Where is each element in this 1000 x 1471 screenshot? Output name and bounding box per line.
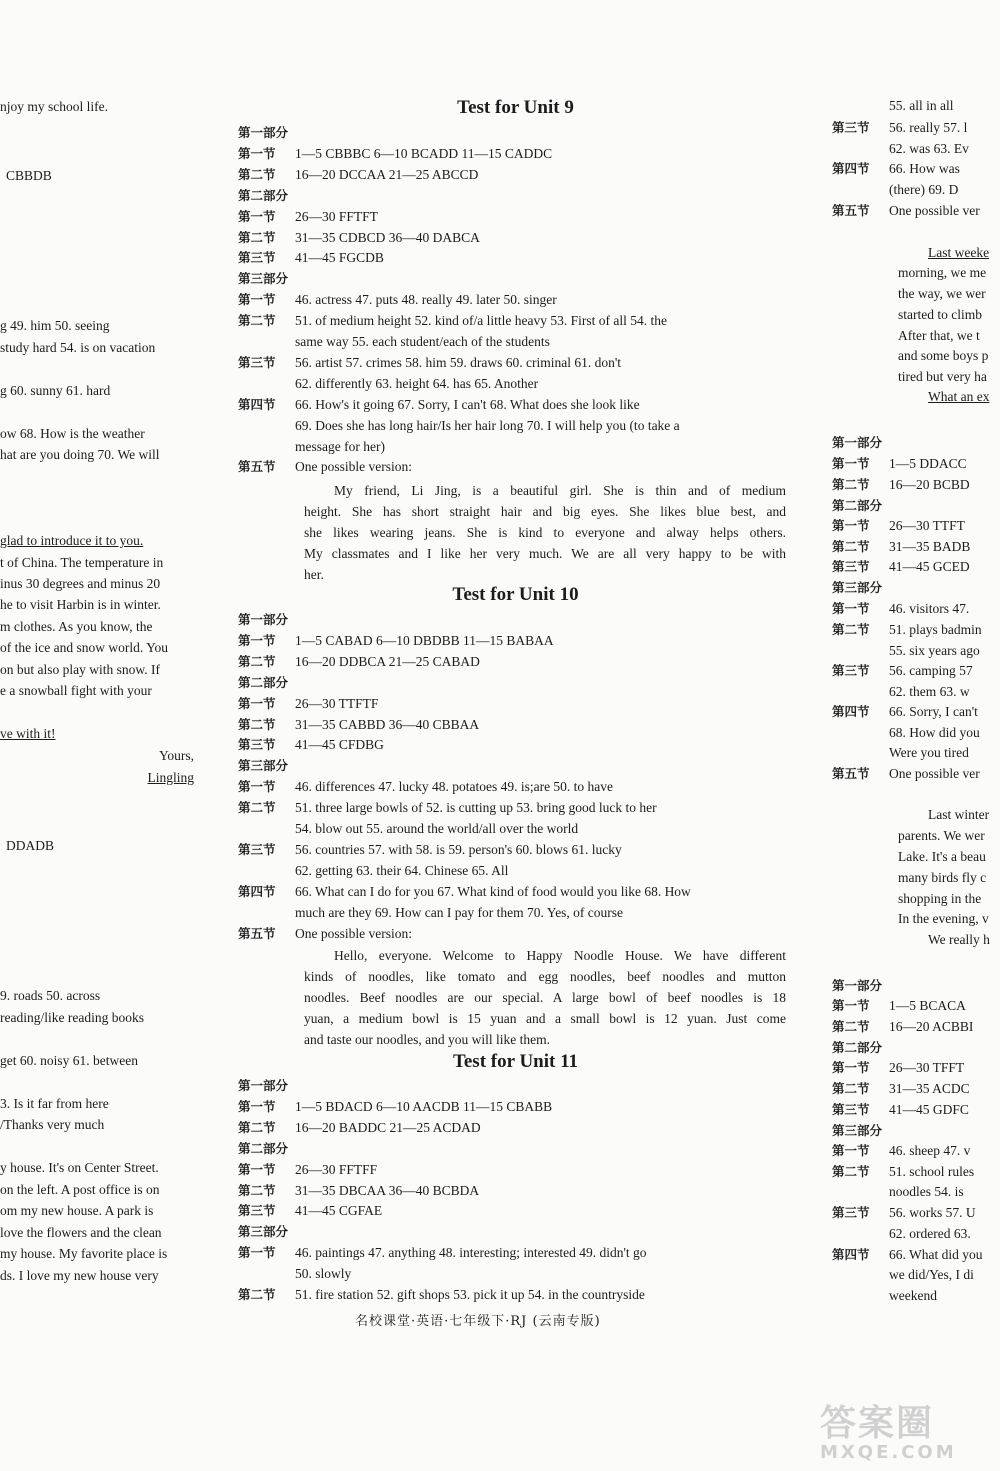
section-label: 第三节 bbox=[832, 1205, 870, 1220]
part-label: 第三部分 bbox=[238, 1224, 289, 1239]
answer-text: 31—35 BADB bbox=[889, 539, 971, 554]
essay-text: many birds fly c bbox=[898, 870, 987, 885]
section-label: 第四节 bbox=[238, 397, 276, 412]
answer-row bbox=[238, 611, 288, 629]
answer-row-continuation bbox=[898, 910, 989, 928]
answer-row-continuation bbox=[238, 1265, 351, 1283]
part-label: 第一部分 bbox=[832, 978, 883, 993]
answer-row bbox=[832, 765, 980, 783]
section-label: 第四节 bbox=[832, 1247, 870, 1262]
section-label: 第三节 bbox=[832, 559, 870, 574]
answer-row bbox=[832, 1246, 983, 1264]
left-line: of the ice and snow world. You bbox=[0, 640, 168, 655]
answer-text: 51. of medium height 52. kind of/a little heavy 53. First of all 54. the bbox=[295, 313, 667, 328]
left-line: study hard 54. is on vacation bbox=[0, 340, 156, 355]
answer-text: we did/Yes, I di bbox=[889, 1267, 974, 1282]
answer-row-continuation bbox=[898, 890, 981, 908]
answer-text: 51. school rules bbox=[889, 1164, 975, 1179]
answer-text: 16—20 BCBD bbox=[889, 477, 970, 492]
section-label: 第四节 bbox=[832, 161, 870, 176]
section-label: 第一节 bbox=[832, 998, 870, 1013]
section-label: 第一节 bbox=[832, 1060, 870, 1075]
left-line: hat are you doing 70. We will bbox=[0, 447, 160, 462]
section-label: 第一节 bbox=[238, 696, 276, 711]
answer-row bbox=[832, 1080, 970, 1098]
part-label: 第一部分 bbox=[238, 612, 289, 627]
left-line: get 60. noisy 61. between bbox=[0, 1053, 138, 1068]
part-label: 第二部分 bbox=[832, 498, 883, 513]
section-label: 第一节 bbox=[238, 1245, 276, 1260]
left-line: love the flowers and the clean bbox=[0, 1225, 162, 1240]
answer-row bbox=[238, 1286, 645, 1304]
answer-text: 31—35 CABBD 36—40 CBBAA bbox=[295, 717, 480, 732]
answer-text: 66. What did you bbox=[889, 1247, 983, 1262]
answer-text: same way 55. each student/each of the students bbox=[295, 334, 550, 349]
section-label: 第一节 bbox=[238, 146, 276, 161]
answer-row bbox=[832, 1163, 974, 1181]
unit10-title: Test for Unit 10 bbox=[452, 584, 579, 605]
part-label: 第二部分 bbox=[238, 1141, 289, 1156]
answer-row bbox=[832, 621, 982, 639]
answer-row-continuation bbox=[898, 285, 986, 303]
answer-row bbox=[238, 229, 480, 247]
essay-text: tired but very ha bbox=[898, 369, 987, 384]
watermark-top: 答案圈 bbox=[820, 1403, 935, 1444]
section-label: 第二节 bbox=[238, 717, 276, 732]
part-label: 第三部分 bbox=[832, 1123, 883, 1138]
answer-row bbox=[832, 1122, 882, 1140]
answer-text: 1—5 CABAD 6—10 DBDBB 11—15 BABAA bbox=[295, 633, 554, 648]
answer-row-continuation bbox=[928, 388, 989, 406]
left-line: t of China. The temperature in bbox=[0, 555, 164, 570]
answer-row bbox=[832, 1039, 882, 1057]
left-line: /Thanks very much bbox=[0, 1117, 105, 1132]
left-line: glad to introduce it to you. bbox=[0, 533, 144, 548]
part-label: 第一部分 bbox=[238, 125, 289, 140]
answer-text: 46. differences 47. lucky 48. potatoes 49. is;are 50. to have bbox=[295, 779, 614, 794]
answer-row-continuation bbox=[832, 642, 980, 660]
answer-row-continuation bbox=[832, 683, 970, 701]
answer-row bbox=[238, 1077, 288, 1095]
answer-row bbox=[238, 270, 288, 288]
part-label: 第一部分 bbox=[238, 1078, 289, 1093]
answer-text: 41—45 CGFAE bbox=[295, 1203, 383, 1218]
answer-text: 1—5 CBBBC 6—10 BCADD 11—15 CADDC bbox=[295, 146, 553, 161]
left-line: m clothes. As you know, the bbox=[0, 619, 153, 634]
essay-text: Lake. It's a beau bbox=[898, 849, 986, 864]
answer-text: 26—30 TFFT bbox=[889, 1060, 965, 1075]
answer-text: (there) 69. D bbox=[889, 182, 959, 197]
essay-text: parents. We wer bbox=[898, 828, 985, 843]
answer-text: 56. works 57. U bbox=[889, 1205, 976, 1220]
left-line: reading/like reading books bbox=[0, 1010, 144, 1025]
section-label: 第四节 bbox=[238, 884, 276, 899]
answer-row bbox=[238, 312, 667, 330]
answer-row-continuation bbox=[832, 181, 958, 199]
section-label: 第二节 bbox=[832, 1164, 870, 1179]
answer-text: 41—45 FGCDB bbox=[295, 250, 384, 265]
section-label: 第一节 bbox=[238, 292, 276, 307]
section-label: 第二节 bbox=[238, 230, 276, 245]
section-label: 第一节 bbox=[832, 1143, 870, 1158]
essay-line: My classmates and I like her very much. We are all very happy to be with bbox=[304, 546, 786, 561]
part-label: 第二部分 bbox=[238, 188, 289, 203]
answer-text: 51. three large bowls of 52. is cutting up 53. bring good luck to her bbox=[295, 800, 657, 815]
section-label: 第二节 bbox=[238, 1183, 276, 1198]
section-label: 第三节 bbox=[832, 663, 870, 678]
section-label: 第五节 bbox=[238, 459, 276, 474]
answer-row-continuation bbox=[898, 869, 986, 887]
answer-row bbox=[832, 662, 973, 680]
section-label: 第五节 bbox=[238, 926, 276, 941]
answer-row bbox=[238, 632, 554, 650]
essay-text: and some boys p bbox=[898, 348, 989, 363]
answer-row bbox=[832, 1101, 969, 1119]
essay-text: Last weeke bbox=[928, 245, 990, 260]
answer-text: 26—30 TTFTF bbox=[295, 696, 379, 711]
answer-text: 16—20 DCCAA 21—25 ABCCD bbox=[295, 167, 479, 182]
left-line: e a snowball fight with your bbox=[0, 683, 152, 698]
section-label: 第二节 bbox=[238, 313, 276, 328]
answer-text: 66. What can I do for you 67. What kind of food would you like 68. How bbox=[295, 884, 691, 899]
answer-row-continuation bbox=[238, 417, 680, 435]
section-label: 第四节 bbox=[832, 704, 870, 719]
left-line: my house. My favorite place is bbox=[0, 1246, 168, 1261]
answer-row bbox=[832, 1059, 964, 1077]
section-label: 第一节 bbox=[238, 779, 276, 794]
answer-text: 41—45 CFDBG bbox=[295, 737, 384, 752]
answer-text: noodles 54. is bbox=[889, 1184, 964, 1199]
left-line: DDADB bbox=[6, 838, 55, 853]
unit11-title: Test for Unit 11 bbox=[452, 1051, 579, 1072]
section-label: 第二节 bbox=[832, 1019, 870, 1034]
essay-line: and taste our noodles, and you will like them. bbox=[304, 1032, 550, 1047]
left-line: CBBDB bbox=[6, 168, 52, 183]
answer-row bbox=[238, 458, 412, 476]
answer-text: 56. countries 57. with 58. is 59. person's 60. blows 61. lucky bbox=[295, 842, 622, 857]
answer-text: One possible ver bbox=[889, 766, 980, 781]
section-label: 第三节 bbox=[238, 355, 276, 370]
answer-text: 62. differently 63. height 64. has 65. Another bbox=[295, 376, 539, 391]
answer-row-continuation bbox=[238, 333, 550, 351]
answer-text: One possible ver bbox=[889, 203, 980, 218]
answer-row bbox=[832, 600, 969, 618]
answer-row-continuation bbox=[898, 827, 985, 845]
essay-line: Hello, everyone. Welcome to Happy Noodle House. We have different bbox=[334, 948, 786, 963]
left-line: njoy my school life. bbox=[0, 99, 108, 114]
part-label: 第三部分 bbox=[238, 758, 289, 773]
answer-text: 62. was 63. Ev bbox=[889, 141, 969, 156]
answer-row-continuation bbox=[898, 327, 980, 345]
section-label: 第三节 bbox=[832, 1102, 870, 1117]
answer-text: 46. visitors 47. bbox=[889, 601, 970, 616]
answer-row bbox=[238, 1098, 552, 1116]
essay-text: morning, we me bbox=[898, 265, 987, 280]
left-line: 3. Is it far from here bbox=[0, 1096, 109, 1111]
section-label: 第二节 bbox=[238, 800, 276, 815]
answer-row bbox=[238, 396, 640, 414]
answer-text: 55. all in all bbox=[889, 98, 954, 113]
left-line: Yours, bbox=[158, 748, 194, 763]
essay-text: shopping in the bbox=[898, 891, 982, 906]
answer-row-continuation bbox=[898, 347, 988, 365]
answer-row bbox=[238, 291, 557, 309]
answer-row bbox=[238, 757, 288, 775]
answer-text: 16—20 ACBBI bbox=[889, 1019, 974, 1034]
answer-text: 26—30 TTFT bbox=[889, 518, 965, 533]
answer-row bbox=[238, 799, 657, 817]
answer-text: 69. Does she has long hair/Is her hair long 70. I will help you (to take a bbox=[295, 418, 680, 433]
left-line: ve with it! bbox=[0, 726, 56, 741]
watermark-logo bbox=[820, 1395, 995, 1465]
answer-row-continuation bbox=[238, 862, 508, 880]
answer-row bbox=[832, 579, 882, 597]
answer-text: 66. How's it going 67. Sorry, I can't 68. What does she look like bbox=[295, 397, 640, 412]
answer-row-continuation bbox=[832, 1287, 937, 1305]
answer-row-continuation bbox=[238, 904, 623, 922]
answer-text: 51. fire station 52. gift shops 53. pick it up 54. in the countryside bbox=[295, 1287, 645, 1302]
section-label: 第一节 bbox=[238, 1162, 276, 1177]
left-line: ds. I love my new house very bbox=[0, 1268, 159, 1283]
answer-text: 16—20 DDBCA 21—25 CABAD bbox=[295, 654, 480, 669]
answer-text: 31—35 CDBCD 36—40 DABCA bbox=[295, 230, 480, 245]
essay-line: kinds of noodles, like tomato and egg noodles, beef noodles and mutton bbox=[304, 969, 786, 984]
answer-row-continuation bbox=[238, 820, 578, 838]
answer-row-continuation bbox=[238, 438, 385, 456]
answer-text: 46. paintings 47. anything 48. interesting; interested 49. didn't go bbox=[295, 1245, 647, 1260]
answer-row bbox=[238, 841, 622, 859]
essay-text: Last winter bbox=[928, 807, 990, 822]
answer-text: 55. six years ago bbox=[889, 643, 980, 658]
answer-row bbox=[832, 1142, 970, 1160]
part-label: 第二部分 bbox=[238, 675, 289, 690]
answer-row-continuation bbox=[832, 1183, 964, 1201]
section-label: 第二节 bbox=[832, 622, 870, 637]
section-label: 第二节 bbox=[832, 1081, 870, 1096]
answer-row bbox=[832, 160, 960, 178]
answer-row bbox=[238, 1244, 647, 1262]
answer-row-continuation bbox=[832, 1225, 971, 1243]
section-label: 第二节 bbox=[832, 539, 870, 554]
unit9-essay bbox=[304, 480, 786, 585]
section-label: 第二节 bbox=[238, 654, 276, 669]
answer-text: 26—30 FFTFT bbox=[295, 209, 378, 224]
answer-row bbox=[832, 202, 980, 220]
part-label: 第一部分 bbox=[832, 435, 883, 450]
section-label: 第一节 bbox=[832, 601, 870, 616]
answer-text: weekend bbox=[889, 1288, 937, 1303]
section-label: 第一节 bbox=[238, 1099, 276, 1114]
essay-text: the way, we wer bbox=[898, 286, 986, 301]
essay-line: height. She has short straight hair and big eyes. She likes blue best, and bbox=[304, 504, 786, 519]
left-line: g 60. sunny 61. hard bbox=[0, 383, 111, 398]
answer-text: One possible version: bbox=[295, 459, 412, 474]
answer-row bbox=[832, 997, 966, 1015]
answer-row bbox=[238, 1140, 288, 1158]
section-label: 第二节 bbox=[238, 167, 276, 182]
answer-text: 26—30 FFTFF bbox=[295, 1162, 378, 1177]
answer-text: 56. artist 57. crimes 58. him 59. draws 60. criminal 61. don't bbox=[295, 355, 622, 370]
answer-row bbox=[238, 187, 288, 205]
section-label: 第三节 bbox=[832, 120, 870, 135]
answer-row-continuation bbox=[832, 1266, 974, 1284]
answer-text: 51. plays badmin bbox=[889, 622, 982, 637]
answer-row-continuation bbox=[832, 97, 954, 115]
essay-line: she likes wearing jeans. She is kind to everyone and alway helps others. bbox=[304, 525, 786, 540]
answer-row-continuation bbox=[238, 375, 538, 393]
answer-row bbox=[238, 716, 479, 734]
answer-row bbox=[238, 208, 378, 226]
essay-line: yuan, a medium bowl is 15 yuan and a small bowl is 12 yuan. Just come bbox=[304, 1011, 786, 1026]
unit10-essay bbox=[304, 945, 786, 1050]
answer-text: 62. ordered 63. bbox=[889, 1226, 971, 1241]
section-label: 第一节 bbox=[238, 209, 276, 224]
part-label: 第三部分 bbox=[832, 580, 883, 595]
answer-row bbox=[238, 883, 691, 901]
answer-row bbox=[238, 1119, 481, 1137]
left-line: ow 68. How is the weather bbox=[0, 426, 145, 441]
answer-text: 54. blow out 55. around the world/all over the world bbox=[295, 821, 579, 836]
answer-text: 16—20 BADDC 21—25 ACDAD bbox=[295, 1120, 481, 1135]
section-label: 第五节 bbox=[832, 766, 870, 781]
left-line: 9. roads 50. across bbox=[0, 988, 101, 1003]
unit9-title: Test for Unit 9 bbox=[457, 97, 574, 118]
left-line: he to visit Harbin is in winter. bbox=[0, 597, 161, 612]
watermark-bottom: MXQE.COM bbox=[820, 1442, 957, 1463]
section-label: 第一节 bbox=[832, 518, 870, 533]
answer-row-continuation bbox=[832, 744, 969, 762]
answer-text: Were you tired bbox=[889, 745, 969, 760]
answer-row bbox=[238, 736, 384, 754]
answer-row bbox=[832, 434, 882, 452]
answer-text: 41—45 GCED bbox=[889, 559, 970, 574]
answer-row bbox=[238, 145, 552, 163]
answer-text: 56. really 57. l bbox=[889, 120, 968, 135]
left-line: on the left. A post office is on bbox=[0, 1182, 160, 1197]
answer-row-continuation bbox=[898, 264, 986, 282]
answer-row bbox=[832, 977, 882, 995]
section-label: 第二节 bbox=[238, 1287, 276, 1302]
answer-row bbox=[832, 476, 970, 494]
answer-text: 46. sheep 47. v bbox=[889, 1143, 971, 1158]
answer-text: 41—45 GDFC bbox=[889, 1102, 969, 1117]
essay-text: started to climb bbox=[898, 307, 982, 322]
answer-text: 68. How did you bbox=[889, 725, 980, 740]
answer-row-continuation bbox=[928, 806, 989, 824]
answer-row bbox=[238, 778, 613, 796]
answer-row bbox=[238, 1161, 377, 1179]
essay-text: After that, we t bbox=[898, 328, 980, 343]
answer-row bbox=[238, 1202, 382, 1220]
answer-row bbox=[832, 558, 970, 576]
essay-text: What an ex bbox=[928, 389, 990, 404]
left-line: Lingling bbox=[147, 770, 194, 785]
answer-row-continuation bbox=[898, 306, 982, 324]
section-label: 第一节 bbox=[238, 633, 276, 648]
answer-row bbox=[238, 925, 412, 943]
section-label: 第三节 bbox=[238, 737, 276, 752]
answer-row-continuation bbox=[928, 931, 990, 949]
left-line: inus 30 degrees and minus 20 bbox=[0, 576, 161, 591]
answer-row bbox=[238, 124, 288, 142]
essay-line: My friend, Li Jing, is a beautiful girl. She is thin and of medium bbox=[334, 483, 786, 498]
answer-row-continuation bbox=[898, 368, 987, 386]
answer-row bbox=[832, 455, 967, 473]
answer-text: 46. actress 47. puts 48. really 49. later 50. singer bbox=[295, 292, 557, 307]
answer-text: 31—35 ACDC bbox=[889, 1081, 970, 1096]
answer-row bbox=[238, 1223, 288, 1241]
answer-row bbox=[832, 119, 967, 137]
answer-row bbox=[832, 538, 970, 556]
answer-text: 56. camping 57 bbox=[889, 663, 973, 678]
answer-row bbox=[832, 1018, 973, 1036]
essay-line: noodles. Beef noodles are our special. A large bowl of beef noodles is 18 bbox=[304, 990, 786, 1005]
part-label: 第三部分 bbox=[238, 271, 289, 286]
answer-row bbox=[238, 249, 384, 267]
answer-text: much are they 69. How can I pay for them 70. Yes, of course bbox=[295, 905, 624, 920]
answer-text: 50. slowly bbox=[295, 1266, 352, 1281]
answer-row bbox=[832, 1204, 976, 1222]
answer-row bbox=[832, 497, 882, 515]
answer-text: 62. them 63. w bbox=[889, 684, 970, 699]
answer-text: 1—5 BCACA bbox=[889, 998, 966, 1013]
answer-row-continuation bbox=[898, 848, 986, 866]
left-line: om my new house. A park is bbox=[0, 1203, 154, 1218]
answer-text: 66. Sorry, I can't bbox=[889, 704, 978, 719]
section-label: 第三节 bbox=[238, 842, 276, 857]
answer-text: 1—5 BDACD 6—10 AACDB 11—15 CBABB bbox=[295, 1099, 553, 1114]
left-line: g 49. him 50. seeing bbox=[0, 318, 110, 333]
answer-row bbox=[832, 517, 965, 535]
section-label: 第二节 bbox=[832, 477, 870, 492]
essay-text: In the evening, v bbox=[898, 911, 989, 926]
answer-row bbox=[238, 674, 288, 692]
section-label: 第二节 bbox=[238, 1120, 276, 1135]
answer-row bbox=[238, 166, 478, 184]
section-label: 第三节 bbox=[238, 250, 276, 265]
section-label: 第五节 bbox=[832, 203, 870, 218]
essay-text: We really h bbox=[928, 932, 990, 947]
answer-text: 31—35 DBCAA 36—40 BCBDA bbox=[295, 1183, 480, 1198]
part-label: 第二部分 bbox=[832, 1040, 883, 1055]
answer-text: 1—5 DDACC bbox=[889, 456, 967, 471]
answer-text: message for her) bbox=[295, 439, 385, 454]
answer-row-continuation bbox=[832, 724, 980, 742]
answer-row-continuation bbox=[832, 140, 969, 158]
answer-row bbox=[832, 703, 978, 721]
answer-text: 62. getting 63. their 64. Chinese 65. All bbox=[295, 863, 509, 878]
answer-row-continuation bbox=[928, 244, 989, 262]
page-footer: 名校课堂·英语·七年级下·RJ (云南专版) bbox=[355, 1314, 601, 1329]
section-label: 第一节 bbox=[832, 456, 870, 471]
answer-text: One possible version: bbox=[295, 926, 412, 941]
answer-row bbox=[238, 354, 621, 372]
left-line: y house. It's on Center Street. bbox=[0, 1160, 159, 1175]
answer-row bbox=[238, 695, 378, 713]
answer-row bbox=[238, 653, 480, 671]
answer-row bbox=[238, 1182, 479, 1200]
answer-text: 66. How was bbox=[889, 161, 960, 176]
left-line: on but also play with snow. If bbox=[0, 662, 160, 677]
section-label: 第三节 bbox=[238, 1203, 276, 1218]
essay-line: her. bbox=[304, 567, 324, 582]
